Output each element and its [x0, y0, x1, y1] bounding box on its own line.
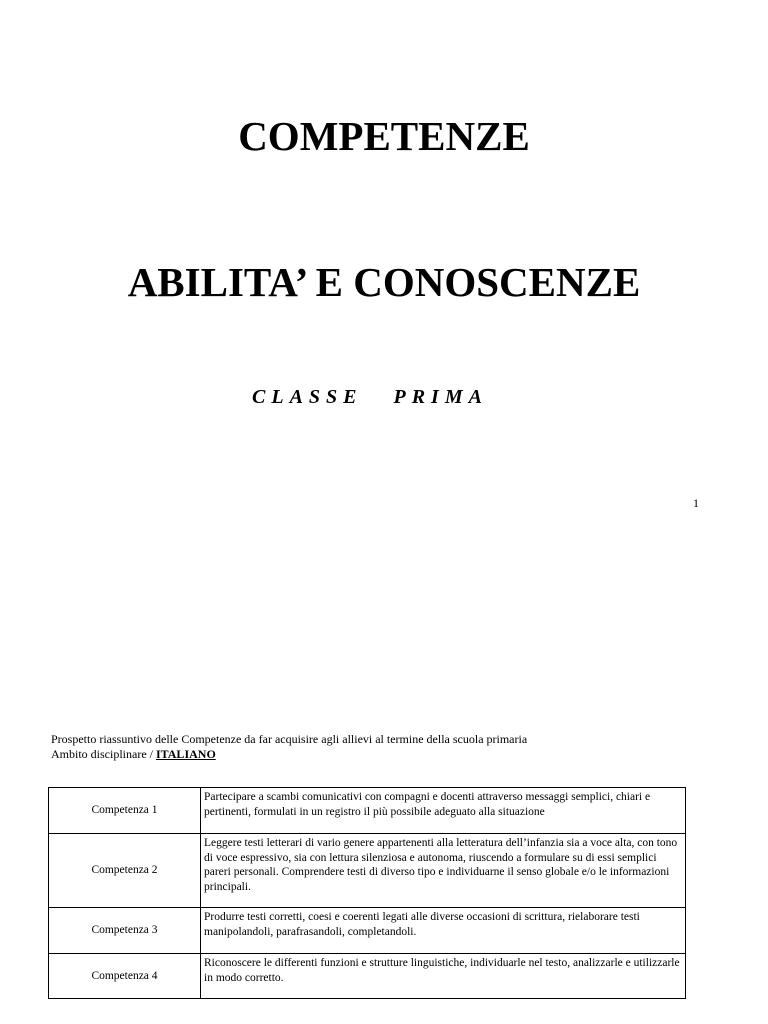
subject-name: ITALIANO — [155, 747, 216, 761]
intro-summary-line: Prospetto riassuntivo delle Competenze da far acquisire agli allievi al termine della scuola primaria — [51, 732, 528, 746]
competence-label: Competenza 4 — [49, 954, 201, 999]
table-row — [49, 954, 686, 999]
table-row — [49, 834, 686, 908]
document-title: COMPETENZE — [238, 113, 530, 159]
competence-table — [48, 787, 686, 999]
intro-subject-line — [51, 747, 527, 762]
table-row — [49, 788, 686, 834]
document-subtitle: ABILITA’ E CONOSCENZE — [127, 259, 641, 305]
competence-label: Competenza 2 — [49, 834, 201, 908]
table-row — [49, 908, 686, 954]
competence-label: Competenza 1 — [49, 788, 201, 834]
competence-description: Leggere testi letterari di vario genere appartenenti alla letteratura dell’infanzia sia a voce alta, con tono di voce espressivo, sia con lettura silenziosa e autonoma, riuscendo a formulare su di essi semplici pareri personali. Comprendere testi di diverso tipo e individuarne il senso globale e/o le informazioni principali. — [201, 834, 686, 908]
competence-description: Partecipare a scambi comunicativi con compagni e docenti attraverso messaggi semplici, chiari e pertinenti, formulati in un registro il più possibile adeguato alla situazione — [201, 788, 686, 834]
competence-label: Competenza 3 — [49, 908, 201, 954]
class-label: CLASSE PRIMA — [252, 386, 488, 408]
competence-description: Produrre testi corretti, coesi e coerenti legati alle diverse occasioni di scrittura, rielaborare testi manipolandoli, parafrasandoli, completandoli. — [201, 908, 686, 954]
competence-description: Riconoscere le differenti funzioni e strutture linguistiche, individuarle nel testo, analizzarle e utilizzarle in modo corretto. — [201, 954, 686, 999]
intro-block — [51, 732, 527, 762]
page-number: 1 — [693, 496, 699, 510]
intro-subject-prefix: Ambito disciplinare / — [51, 747, 156, 761]
